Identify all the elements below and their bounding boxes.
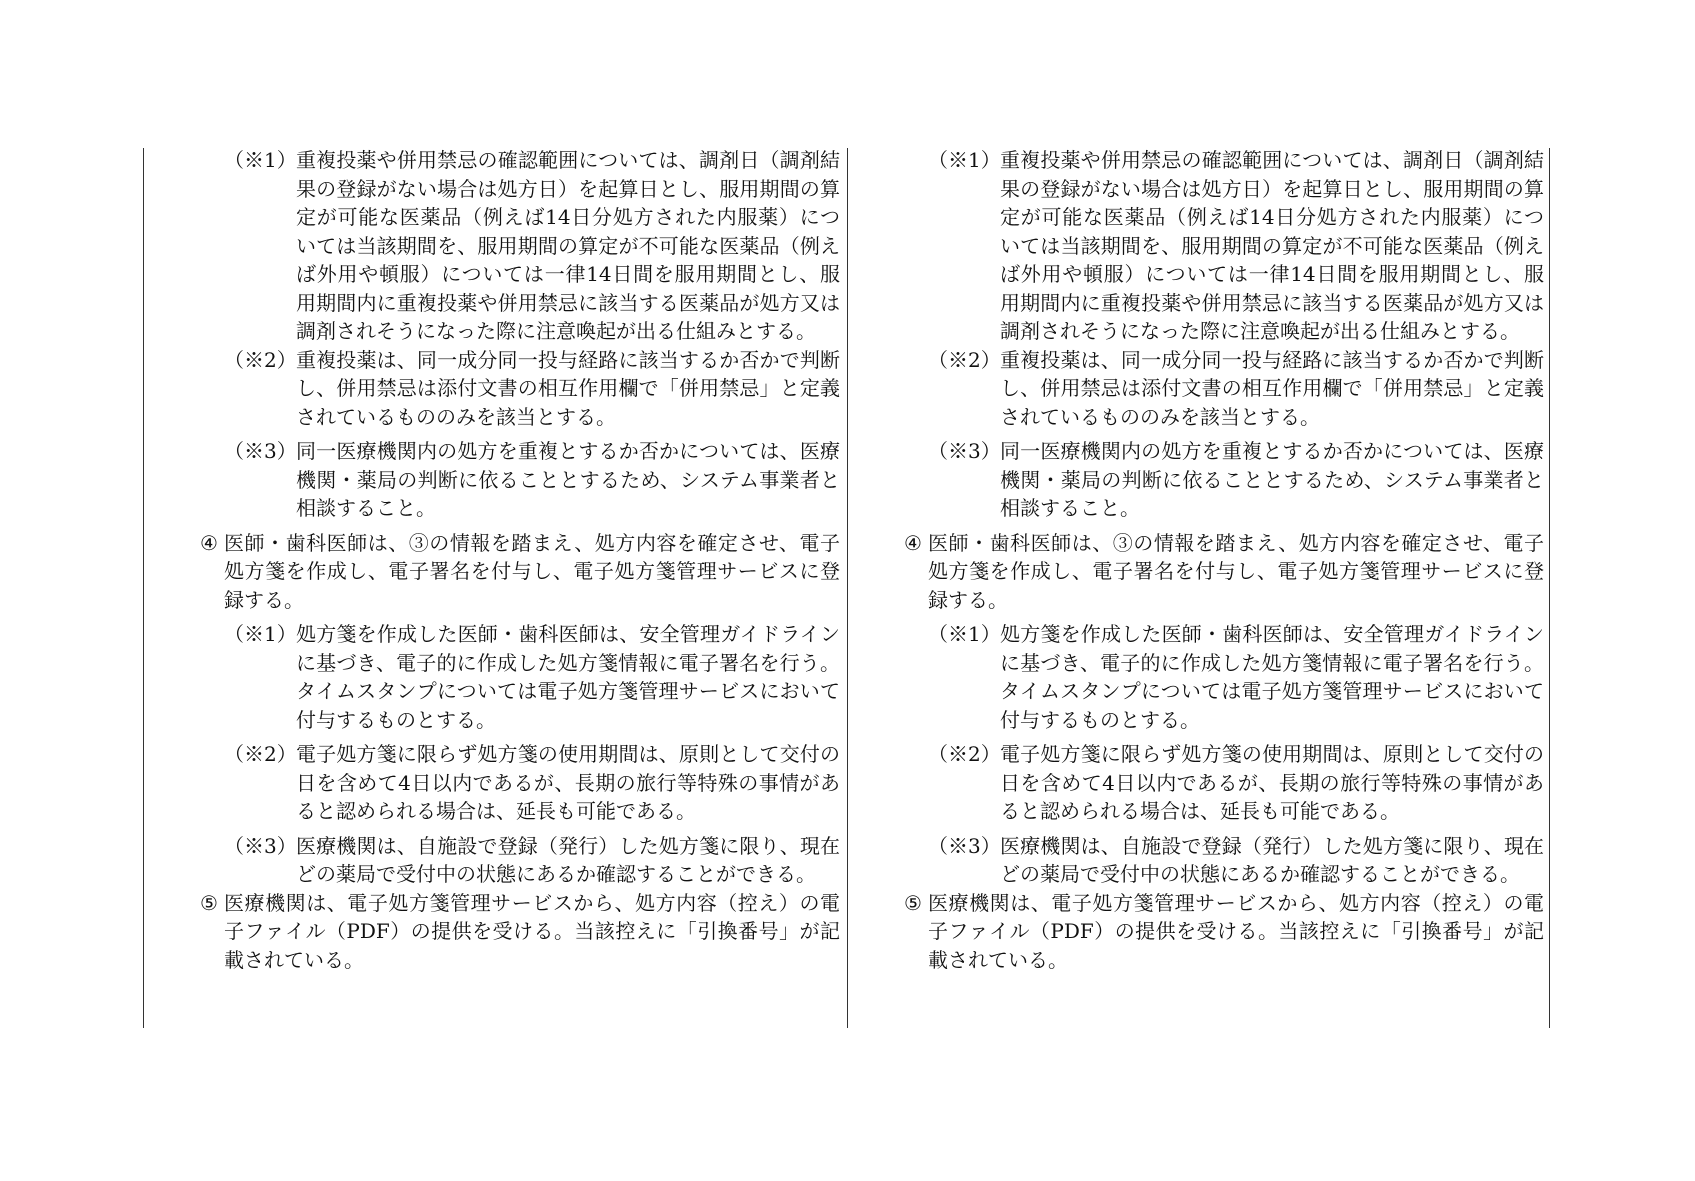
note-a2	[224, 346, 840, 432]
note-mark: （※2）	[224, 347, 297, 372]
item-text: 医師・歯科医師は、③の情報を踏まえ、処方内容を確定させ、電子処方箋を作成し、電子署名を付与し、電子処方箋管理サービスに登録する。	[224, 530, 840, 612]
note-text: 重複投薬は、同一成分同一投与経路に該当するか否かで判断し、併用禁忌は添付文書の相互作用欄で「併用禁忌」と定義されているもののみを該当とする。	[296, 347, 840, 429]
note-text: 電子処方箋に限らず処方箋の使用期間は、原則として交付の日を含めて4日以内であるが、長期の旅行等特殊の事情があると認められる場合は、延長も可能である。	[296, 742, 840, 823]
note-mark: （※3）	[224, 833, 297, 858]
item-number: ④	[904, 530, 922, 555]
note-text: 電子処方箋に限らず処方箋の使用期間は、原則として交付の日を含めて4日以内であるが、長期の旅行等特殊の事情があると認められる場合は、延長も可能である。	[1000, 742, 1544, 823]
item-text: 医師・歯科医師は、③の情報を踏まえ、処方内容を確定させ、電子処方箋を作成し、電子署名を付与し、電子処方箋管理サービスに登録する。	[928, 530, 1544, 612]
rule-left-outer	[143, 148, 144, 1028]
note-text: 同一医療機関内の処方を重複とするか否かについては、医療機関・薬局の判断に依ることとするため、システム事業者と相談すること。	[1000, 439, 1544, 520]
note-text: 処方箋を作成した医師・歯科医師は、安全管理ガイドラインに基づき、電子的に作成した処方箋情報に電子署名を行う。タイムスタンプについては電子処方箋管理サービスにおいて付与するものとする。	[296, 622, 840, 732]
item-5	[904, 889, 1544, 975]
note-mark: （※1）	[928, 148, 1001, 172]
note-a1	[224, 146, 840, 346]
note-mark: （※2）	[928, 742, 1001, 766]
note-text: 同一医療機関内の処方を重複とするか否かについては、医療機関・薬局の判断に依ることとするため、システム事業者と相談すること。	[296, 439, 840, 520]
note-a2	[928, 346, 1544, 432]
note-text: 重複投薬は、同一成分同一投与経路に該当するか否かで判断し、併用禁忌は添付文書の相互作用欄で「併用禁忌」と定義されているもののみを該当とする。	[1000, 347, 1544, 429]
note-mark: （※1）	[928, 622, 1001, 646]
left-column	[200, 146, 840, 974]
item-number: ⑤	[200, 890, 218, 915]
rule-middle	[847, 148, 848, 1028]
note-b2	[224, 740, 840, 826]
note-mark: （※3）	[928, 439, 1001, 463]
note-b1	[928, 620, 1544, 734]
note-a3	[928, 437, 1544, 523]
note-mark: （※3）	[224, 439, 297, 463]
rule-right-outer	[1549, 148, 1550, 1028]
note-text: 処方箋を作成した医師・歯科医師は、安全管理ガイドラインに基づき、電子的に作成した処方箋情報に電子署名を行う。タイムスタンプについては電子処方箋管理サービスにおいて付与するものとする。	[1000, 622, 1544, 732]
item-5	[200, 889, 840, 975]
note-mark: （※1）	[224, 148, 297, 172]
note-mark: （※2）	[224, 742, 297, 766]
note-mark: （※1）	[224, 622, 297, 646]
note-b1	[224, 620, 840, 734]
note-text: 重複投薬や併用禁忌の確認範囲については、調剤日（調剤結果の登録がない場合は処方日）を起算日とし、服用期間の算定が可能な医薬品（例えば14日分処方された内服薬）については当該期間を、服用期間の算定が不可能な医薬品（例えば外用や頓服）については一律14日間を服用期間とし、服用期間内に重複投薬や併用禁忌に該当する医薬品が処方又は調剤されそうになった際に注意喚起が出る仕組みとする。	[1000, 148, 1544, 343]
note-a1	[928, 146, 1544, 346]
item-number: ⑤	[904, 890, 922, 915]
note-b3	[928, 832, 1544, 889]
item-4	[904, 529, 1544, 615]
item-text: 医療機関は、電子処方箋管理サービスから、処方内容（控え）の電子ファイル（PDF）の提供を受ける。当該控えに「引換番号」が記載されている。	[224, 890, 840, 972]
note-text: 医療機関は、自施設で登録（発行）した処方箋に限り、現在どの薬局で受付中の状態にあるか確認することができる。	[296, 833, 840, 886]
note-text: 医療機関は、自施設で登録（発行）した処方箋に限り、現在どの薬局で受付中の状態にあるか確認することができる。	[1000, 833, 1544, 886]
item-4	[200, 529, 840, 615]
item-number: ④	[200, 530, 218, 555]
note-text: 重複投薬や併用禁忌の確認範囲については、調剤日（調剤結果の登録がない場合は処方日）を起算日とし、服用期間の算定が可能な医薬品（例えば14日分処方された内服薬）については当該期間を、服用期間の算定が不可能な医薬品（例えば外用や頓服）については一律14日間を服用期間とし、服用期間内に重複投薬や併用禁忌に該当する医薬品が処方又は調剤されそうになった際に注意喚起が出る仕組みとする。	[296, 148, 840, 343]
note-b3	[224, 832, 840, 889]
note-b2	[928, 740, 1544, 826]
note-mark: （※2）	[928, 347, 1001, 372]
item-text: 医療機関は、電子処方箋管理サービスから、処方内容（控え）の電子ファイル（PDF）の提供を受ける。当該控えに「引換番号」が記載されている。	[928, 890, 1544, 972]
right-column	[904, 146, 1544, 974]
note-mark: （※3）	[928, 833, 1001, 858]
note-a3	[224, 437, 840, 523]
